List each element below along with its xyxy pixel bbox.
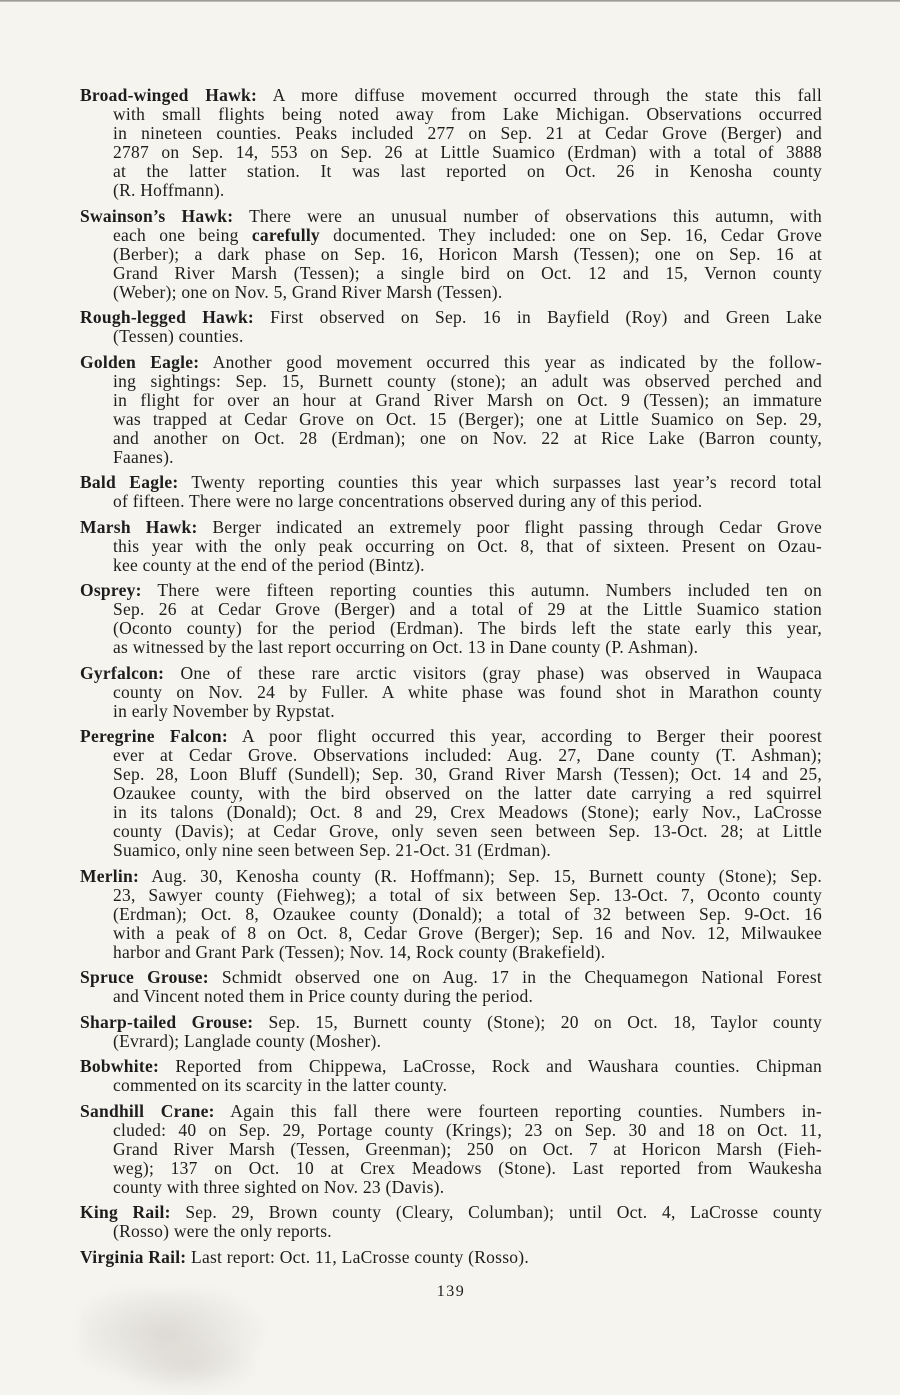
- report-line: [80, 308, 822, 327]
- report-line: 23, Sawyer county (Fiehweg); a total of six between Sep. 13-Oct. 7, Oconto county: [113, 884, 822, 905]
- species-term: Golden Eagle:: [80, 351, 200, 372]
- report-line: Sep. 26 at Cedar Grove (Berger) and a total of 29 at the Little Suamico station: [113, 599, 822, 619]
- report-line-text: There were an unusual number of observations this autumn, with: [249, 205, 823, 226]
- report-line: Grand River Marsh (Tessen, Greenman); 250 on Oct. 7 at Horicon Marsh (Fieh-: [113, 1138, 822, 1159]
- species-paragraph: [80, 473, 822, 511]
- report-line: Suamico, only nine seen between Sep. 21-Oct. 31 (Erdman).: [113, 840, 552, 860]
- species-term: Osprey:: [80, 580, 142, 600]
- report-line: (Rosso) were the only reports.: [113, 1221, 332, 1241]
- report-line: (Berber); a dark phase on Sep. 16, Horicon Marsh (Tessen); one on Sep. 16 at: [113, 243, 822, 264]
- report-line: [80, 518, 822, 537]
- species-paragraph: [80, 308, 822, 346]
- species-report-list: [80, 86, 822, 1273]
- page-number: 139: [436, 1283, 466, 1300]
- species-paragraph: [80, 518, 822, 575]
- report-line: (Oconto county) for the period (Erdman). The birds left the state early this year,: [113, 618, 822, 638]
- scan-smudge: [80, 1290, 270, 1385]
- report-line: Ozaukee county, with the bird observed on the latter date carrying a red squirrel: [113, 783, 822, 803]
- species-term: Broad-winged Hawk:: [80, 85, 258, 105]
- species-term: Marsh Hawk:: [80, 516, 198, 537]
- species-term: Bald Eagle:: [80, 472, 179, 492]
- report-line: (Evrard); Langlade county (Mosher).: [113, 1030, 382, 1051]
- species-term: Sandhill Crane:: [80, 1100, 215, 1121]
- report-line: [80, 968, 822, 987]
- species-term: Peregrine Falcon:: [80, 726, 228, 746]
- report-line: [80, 664, 822, 683]
- report-line: [80, 473, 822, 492]
- report-line: at the latter station. It was last reported on Oct. 26 in Kenosha county: [113, 161, 822, 181]
- species-term: Merlin:: [80, 865, 140, 886]
- report-line: ing sightings: Sep. 15, Burnett county (stone); an adult was observed perched and: [113, 370, 822, 391]
- species-paragraph: [80, 353, 822, 467]
- report-line: as witnessed by the last report occurring on Oct. 13 in Dane county (P. Ashman).: [113, 637, 699, 657]
- report-line: [80, 1013, 822, 1032]
- species-term: Virginia Rail:: [80, 1246, 187, 1267]
- report-line: weg); 137 on Oct. 10 at Crex Meadows (Stone). Last reported from Waukesha: [113, 1157, 822, 1178]
- report-line: Faanes).: [113, 446, 174, 467]
- report-line-text: Berger indicated an extremely poor flight passing through Cedar Grove: [212, 516, 823, 537]
- species-paragraph: [80, 727, 822, 860]
- report-line: 2787 on Sep. 14, 553 on Sep. 26 at Little Suamico (Erdman) with a total of 3888: [113, 142, 822, 162]
- report-line: this year with the only peak occurring on Oct. 8, that of sixteen. Present on Ozau-: [113, 535, 822, 556]
- species-term: Rough-legged Hawk:: [80, 307, 254, 327]
- species-paragraph: [80, 867, 822, 962]
- report-line: cluded: 40 on Sep. 29, Portage county (Krings); 23 on Sep. 30 and 18 on Oct. 11,: [113, 1119, 822, 1140]
- report-line: [80, 207, 822, 226]
- report-line: [80, 1102, 822, 1121]
- report-line-text: There were fifteen reporting counties this autumn. Numbers included ten on: [157, 580, 822, 600]
- report-line-text: Last report: Oct. 11, LaCrosse county (Rosso).: [191, 1246, 529, 1267]
- report-line: county with three sighted on Nov. 23 (Davis).: [113, 1176, 445, 1197]
- report-line: Grand River Marsh (Tessen); a single bird on Oct. 12 and 15, Vernon county: [113, 262, 822, 283]
- report-line: (Erdman); Oct. 8, Ozaukee county (Donald); a total of 32 between Sep. 9-Oct. 16: [113, 903, 822, 924]
- report-line: county (Davis); at Cedar Grove, only seven seen between Sep. 13-Oct. 28; at Little: [113, 821, 822, 841]
- report-line: [80, 86, 822, 105]
- report-line: [80, 867, 822, 886]
- species-paragraph: [80, 1013, 822, 1051]
- species-paragraph: [80, 1248, 822, 1267]
- report-line-text: Again this fall there were fourteen reporting counties. Numbers in-: [230, 1100, 822, 1121]
- report-line: Sep. 28, Loon Bluff (Sundell); Sep. 30, Grand River Marsh (Tessen); Oct. 14 and 25,: [113, 764, 822, 784]
- report-line-text: A poor flight occurred this year, according to Berger their poorest: [242, 726, 822, 746]
- species-term: King Rail:: [80, 1202, 171, 1222]
- report-line: (Tessen) counties.: [113, 326, 244, 346]
- species-term: Sharp-tailed Grouse:: [80, 1011, 254, 1032]
- report-line-text: Schmidt observed one on Aug. 17 in the Chequamegon National Forest: [221, 967, 822, 987]
- report-line: in flight for over an hour at Grand River Marsh on Oct. 9 (Tessen); an immature: [113, 389, 822, 410]
- report-line-text: Aug. 30, Kenosha county (R. Hoffmann); Sep. 15, Burnett county (Stone); Sep.: [151, 865, 822, 886]
- report-line: [80, 1248, 822, 1267]
- species-paragraph: [80, 968, 822, 1006]
- report-line: with a peak of 8 on Oct. 8, Cedar Grove (Berger); Sep. 16 and Nov. 12, Milwaukee: [113, 922, 822, 943]
- report-line: [80, 727, 822, 746]
- report-line-text: First observed on Sep. 16 in Bayfield (Roy) and Green Lake: [270, 307, 822, 327]
- report-line-text: Another good movement occurred this year as indicated by the follow-: [212, 351, 822, 372]
- report-line-text: Reported from Chippewa, LaCrosse, Rock and Waushara counties. Chipman: [175, 1056, 823, 1076]
- report-line-text: One of these rare arctic visitors (gray phase) was observed in Waupaca: [180, 662, 823, 683]
- species-term: Spruce Grouse:: [80, 967, 209, 987]
- report-line-text: A more diffuse movement occurred through the state this fall: [272, 85, 822, 105]
- report-line: county on Nov. 24 by Fuller. A white phase was found shot in Marathon county: [113, 681, 822, 702]
- report-line-text: Sep. 29, Brown county (Cleary, Columban); until Oct. 4, LaCrosse county: [185, 1202, 822, 1222]
- species-paragraph: [80, 581, 822, 657]
- scan-edge-artifact: [0, 0, 900, 2]
- report-line: in its talons (Donald); Oct. 8 and 29, Crex Meadows (Stone); early Nov., LaCrosse: [113, 802, 822, 822]
- report-line: [80, 581, 822, 600]
- report-line: commented on its scarcity in the latter county.: [113, 1075, 448, 1095]
- report-line: and Vincent noted them in Price county during the period.: [113, 986, 534, 1006]
- species-paragraph: [80, 86, 822, 200]
- report-line: was trapped at Cedar Grove on Oct. 15 (Berger); one at Little Suamico on Sep. 29,: [113, 408, 822, 429]
- report-line: kee county at the end of the period (Bintz).: [113, 554, 425, 575]
- species-paragraph: [80, 664, 822, 721]
- report-line: [80, 353, 822, 372]
- report-line: ever at Cedar Grove. Observations included: Aug. 27, Dane county (T. Ashman);: [113, 745, 822, 765]
- species-term: Bobwhite:: [80, 1056, 160, 1076]
- report-line: in early November by Rypstat.: [113, 700, 335, 721]
- report-line-text: Twenty reporting counties this year which surpasses last year’s record total: [191, 472, 823, 492]
- report-line: each one being carefully documented. They included: one on Sep. 16, Cedar Grove: [113, 224, 822, 245]
- species-term: Swainson’s Hawk:: [80, 205, 234, 226]
- report-line: [80, 1057, 822, 1076]
- report-line: harbor and Grant Park (Tessen); Nov. 14, Rock county (Brakefield).: [113, 941, 606, 962]
- report-line: with small flights being noted away from Lake Michigan. Observations occurred: [113, 104, 822, 124]
- report-line-text: Sep. 15, Burnett county (Stone); 20 on Oct. 18, Taylor county: [268, 1011, 823, 1032]
- species-paragraph: [80, 1203, 822, 1241]
- species-term: Gyrfalcon:: [80, 662, 165, 683]
- species-paragraph: [80, 1102, 822, 1197]
- report-line: in nineteen counties. Peaks included 277 on Sep. 21 at Cedar Grove (Berger) and: [113, 123, 822, 143]
- report-line: (Weber); one on Nov. 5, Grand River Marsh (Tessen).: [113, 281, 503, 302]
- species-paragraph: [80, 207, 822, 302]
- report-line: and another on Oct. 28 (Erdman); one on Nov. 22 at Rice Lake (Barron county,: [113, 427, 822, 448]
- report-line: [80, 1203, 822, 1222]
- report-line: (R. Hoffmann).: [113, 180, 225, 200]
- scan-smudge: [120, 1335, 260, 1395]
- report-line: of fifteen. There were no large concentrations observed during any of this period.: [113, 491, 703, 511]
- species-paragraph: [80, 1057, 822, 1095]
